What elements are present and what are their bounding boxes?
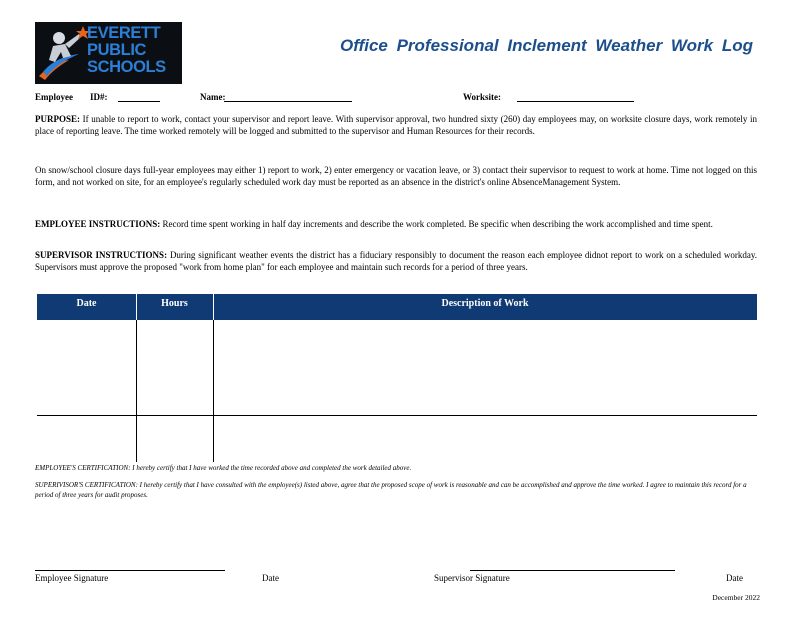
worksite-label: Worksite: — [463, 92, 501, 102]
employee-signature-label: Employee Signature — [35, 573, 109, 583]
supervisor-certification: SUPERIVISOR'S CERTIFICATION: I hereby certify that I have consulted with the employee(s) listed above, agree that the proposed scope of work is reasonable and can be accomplished and approve the time worked. I agree to maintain this record for a period of three years for audit proposes. — [35, 481, 747, 499]
table-header — [37, 294, 757, 320]
supervisor-date-label: Date — [726, 573, 743, 583]
supervisor-signature-label: Supervisor Signature — [434, 573, 510, 583]
logo-figure-icon — [35, 22, 95, 84]
employee-date-label: Date — [262, 573, 279, 583]
employee-instructions-heading: EMPLOYEE INSTRUCTIONS: — [35, 219, 161, 229]
supervisor-instructions — [35, 250, 757, 273]
logo-line-1: EVERETT — [87, 24, 161, 42]
logo-line-2: PUBLIC — [87, 41, 147, 59]
work-log-table — [37, 294, 757, 462]
header-date: Date — [76, 298, 97, 309]
name-field[interactable] — [224, 92, 352, 102]
logo-line-3: SCHOOLS — [87, 58, 166, 76]
supervisor-signature-line[interactable] — [470, 570, 675, 571]
header-description: Description of Work — [441, 298, 529, 309]
supervisor-instructions-heading: SUPERVISOR INSTRUCTIONS: — [35, 250, 168, 260]
revision-date: December 2022 — [712, 593, 760, 602]
table-cell-description-2[interactable] — [214, 416, 757, 462]
table-cell-date-2[interactable] — [37, 416, 136, 462]
header-divider-2 — [213, 294, 214, 320]
header-hours: Hours — [161, 298, 188, 309]
table-cell-date-1[interactable] — [37, 320, 136, 415]
snow-closure-paragraph: On snow/school closure days full-year employees may either 1) report to work, 2) enter emergency or vacation leave, or 3) contact their supervisor to request to work at home. Time not logged on this form, and not worked on site, for an employee's regularly scheduled work day must be reported as an absence in the district's online AbsenceManagement System. — [35, 165, 757, 187]
employee-certification: EMPLOYEE'S CERTIFICATION: I hereby certify that I have worked the time recorded above and completed the work detailed above. — [35, 464, 412, 472]
page-title: Office Professional Inclement Weather Work Log — [340, 36, 753, 55]
employee-instructions — [35, 219, 757, 231]
employee-signature-line[interactable] — [35, 570, 225, 571]
supervisor-instructions-text: During significant weather events the district has a fiduciary responsibly to document the reason each employee didnot report to work on a scheduled workday. Supervisors must approve the proposed "work from home plan" for each employee and maintain such records for a period of three years. — [35, 250, 758, 272]
purpose-heading: PURPOSE: — [35, 114, 80, 124]
table-cell-description-1[interactable] — [214, 320, 757, 415]
name-label: Name: — [200, 92, 226, 102]
id-field[interactable] — [118, 92, 160, 102]
id-label: ID#: — [90, 92, 108, 102]
employee-label: Employee — [35, 92, 73, 102]
purpose-text: If unable to report to work, contact your supervisor and report leave. With supervisor approval, two hundred sixty (260) day employees may, on worksite closure days, work remotely in place of reporting leave. The time worked remotely will be logged and submitted to the supervisor and Human Resources for their records. — [35, 114, 758, 136]
worksite-field[interactable] — [517, 92, 634, 102]
purpose-paragraph — [35, 114, 757, 137]
employee-instructions-text: Record time spent working in half day increments and describe the work completed. Be specific when describing the work accomplished and time spent. — [162, 219, 713, 229]
table-cell-hours-2[interactable] — [137, 416, 213, 462]
district-logo — [35, 22, 182, 84]
logo-wordmark — [87, 25, 182, 76]
table-cell-hours-1[interactable] — [137, 320, 213, 415]
